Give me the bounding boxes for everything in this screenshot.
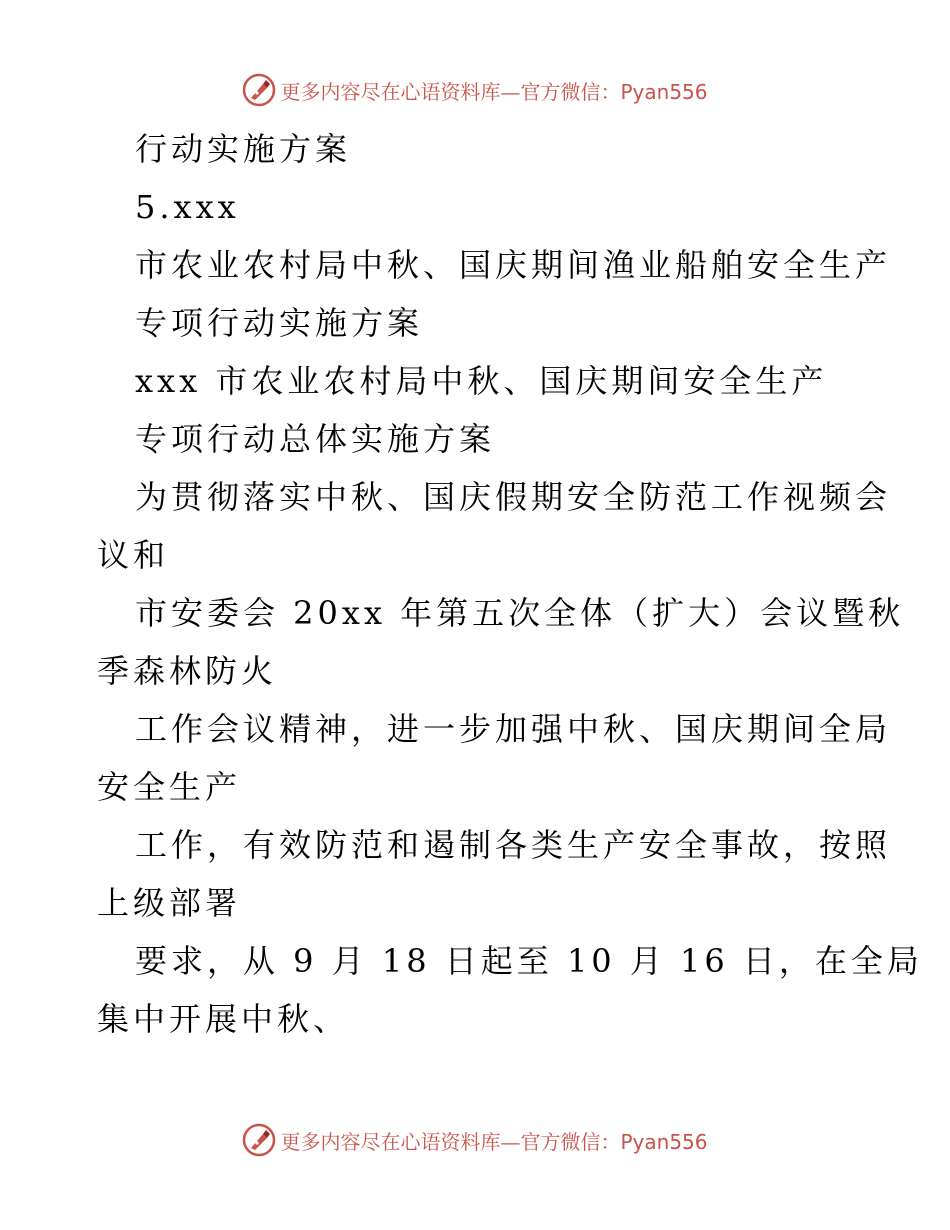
body-text-line: 季森林防火: [97, 652, 278, 690]
body-text-line: 市安委会 20xx 年第五次全体（扩大）会议暨秋: [135, 594, 905, 632]
watermark-text: 更多内容尽在心语资料库—官方微信：Pyan556: [280, 1129, 708, 1154]
body-text-line: xxx 市农业农村局中秋、国庆期间安全生产: [135, 362, 828, 400]
body-text-line: 专项行动总体实施方案: [135, 420, 496, 458]
body-text-line: 为贯彻落实中秋、国庆假期安全防范工作视频会: [135, 478, 892, 516]
pen-nib-logo-icon: [242, 73, 276, 107]
body-text-line: 工作会议精神，进一步加强中秋、国庆期间全局: [135, 710, 892, 748]
body-text-line: 专项行动实施方案: [135, 304, 424, 342]
body-text-line: 上级部署: [97, 884, 242, 922]
body-text-line: 要求，从 9 月 18 日起至 10 月 16 日，在全局: [135, 942, 923, 980]
body-text-line: 工作，有效防范和遏制各类生产安全事故，按照: [135, 826, 892, 864]
body-text-line: 5.xxx: [135, 188, 240, 226]
header-watermark: [0, 72, 950, 108]
body-text-line: 集中开展中秋、: [97, 1000, 350, 1038]
watermark-text: 更多内容尽在心语资料库—官方微信：Pyan556: [280, 79, 708, 104]
pen-nib-logo-icon: [242, 1123, 276, 1157]
body-text-line: 行动实施方案: [135, 130, 352, 168]
document-body: [97, 120, 923, 1048]
footer-watermark: [0, 1122, 950, 1158]
body-text-line: 议和: [97, 536, 170, 574]
body-text-line: 安全生产: [97, 768, 242, 806]
body-text-line: 市农业农村局中秋、国庆期间渔业船舶安全生产: [135, 246, 892, 284]
